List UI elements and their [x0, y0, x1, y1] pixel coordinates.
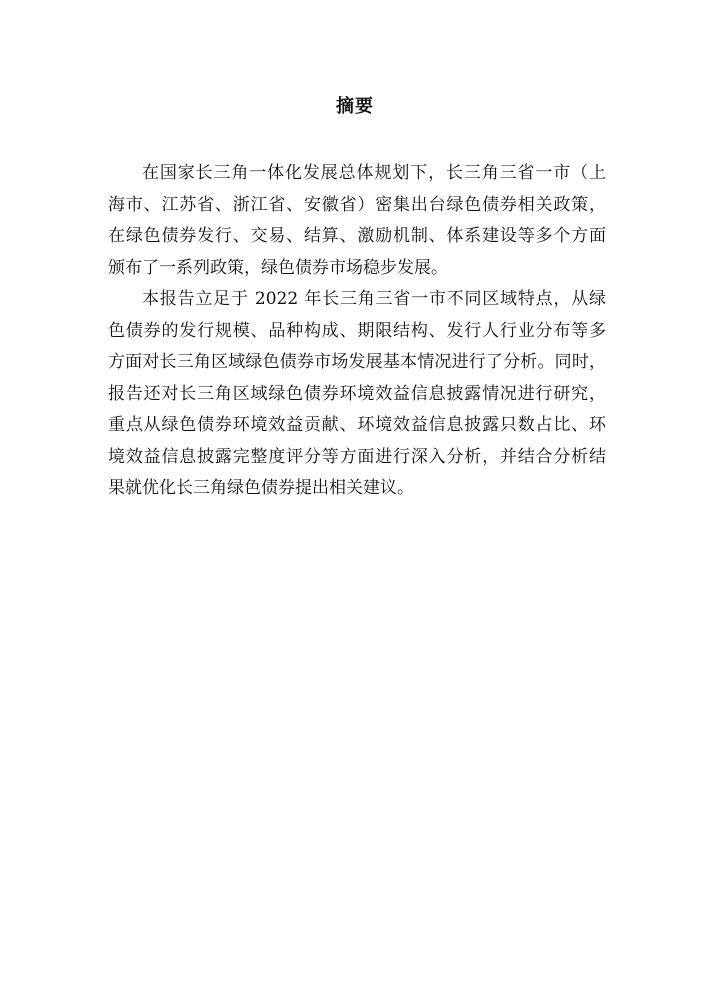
text-line: 在绿色债券发行、交易、结算、激励机制、体系建设等多个方面 [108, 226, 606, 246]
text-line: 境效益信息披露完整度评分等方面进行深入分析，并结合分析结 [108, 446, 606, 467]
text-line: 本报告立足于 2022 年长三角三省一市不同区域特点，从绿 [142, 289, 606, 309]
text-line: 重点从绿色债券环境效益贡献、环境效益信息披露只数占比、环 [108, 415, 606, 435]
text-line: 在国家长三角一体化发展总体规划下，长三角三省一市（上 [142, 163, 606, 183]
text-line: 色债券的发行规模、品种构成、期限结构、发行人行业分布等多 [108, 320, 606, 341]
text-line: 海市、江苏省、浙江省、安徽省）密集出台绿色债券相关政策， [108, 194, 606, 215]
text-line: 颁布了一系列政策，绿色债券市场稳步发展。 [108, 257, 448, 278]
document-body [108, 158, 606, 505]
text-line: 果就优化长三角绿色债券提出相关建议。 [108, 478, 414, 498]
paragraph-2 [108, 284, 606, 505]
paragraph-1 [108, 158, 606, 284]
page-title: 摘要 [336, 96, 374, 117]
text-line: 报告还对长三角区域绿色债券环境效益信息披露情况进行研究， [108, 383, 606, 404]
text-line: 方面对长三角区域绿色债券市场发展基本情况进行了分析。同时， [108, 352, 606, 372]
